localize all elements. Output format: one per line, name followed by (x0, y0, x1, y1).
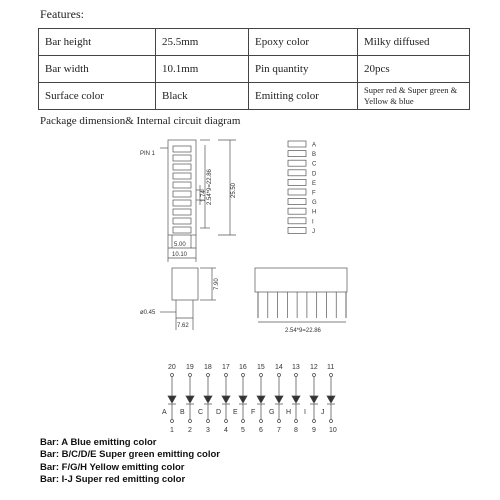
circuit-bottom-pin-label: 2 (188, 427, 192, 434)
front-segment (173, 218, 191, 224)
circuit-letter-label: J (321, 409, 325, 416)
circuit-letter-label: B (180, 409, 185, 416)
circuit-top-pin-label: 19 (186, 364, 194, 371)
circuit-bottom-pin-label: 4 (224, 427, 228, 434)
legend (40, 437, 220, 487)
circuit-bottom-pin-label: 10 (329, 427, 337, 434)
table-cell: Black (156, 83, 249, 110)
bar-outline (288, 227, 306, 233)
dim-bottom-pitch-label: 2.54*9=22.86 (285, 328, 321, 334)
bar-letter-label: A (312, 142, 317, 149)
circuit-pin-bottom-terminal (313, 420, 316, 423)
bar-letter-label: B (312, 152, 317, 159)
table-cell: Bar height (39, 29, 156, 56)
table-cell: Milky diffused (358, 29, 470, 56)
front-segment (173, 146, 191, 152)
dim-segment-width-label: 5.00 (174, 242, 186, 248)
circuit-letter-label: F (251, 409, 256, 416)
led-diode-icon (310, 396, 318, 403)
bar-letter-label: C (312, 161, 317, 168)
diagram-heading: Package dimension& Internal circuit diagram (40, 115, 241, 127)
circuit-pin-top-terminal (313, 374, 316, 377)
circuit-pin-bottom-terminal (171, 420, 174, 423)
dim-segment-label: 1.74 (201, 190, 207, 202)
bar-outline (288, 160, 306, 166)
circuit-letter-label: A (162, 409, 167, 416)
circuit-pin-top-terminal (278, 374, 281, 377)
pin1-label: PIN 1 (140, 151, 156, 157)
legend-item: Bar: A Blue emitting color (40, 437, 157, 448)
front-view-body (168, 140, 196, 235)
circuit-letter-label: C (198, 409, 204, 416)
bar-letter-label: D (312, 171, 317, 178)
led-diode-icon (204, 396, 212, 403)
legend-item: Bar: F/G/H Yellow emitting color (40, 461, 185, 473)
dim-body-width-label: 10.10 (172, 252, 188, 258)
table-cell: 10.1mm (156, 56, 249, 83)
circuit-bottom-pin-label: 6 (259, 427, 263, 434)
legend-item: Bar: I-J Super red emitting color (40, 474, 186, 486)
circuit-pin-top-terminal (171, 374, 174, 377)
circuit-pin-top-terminal (225, 374, 228, 377)
circuit-bottom-pin-label: 7 (277, 427, 281, 434)
led-diode-icon (292, 396, 300, 403)
front-segment (173, 182, 191, 188)
table-cell: Epoxy color (249, 29, 358, 56)
circuit-pin-bottom-terminal (330, 420, 333, 423)
circuit-top-pin-label: 20 (168, 364, 176, 371)
bar-letter-label: G (312, 200, 317, 207)
bar-letter-label: F (312, 190, 316, 197)
circuit-letter-label: G (269, 409, 275, 416)
front-segment (173, 191, 191, 197)
circuit-pin-bottom-terminal (225, 420, 228, 423)
table-cell: Bar width (39, 56, 156, 83)
front-segment (173, 227, 191, 233)
circuit-pin-bottom-terminal (207, 420, 210, 423)
circuit-top-pin-label: 18 (204, 364, 212, 371)
led-diode-icon (186, 396, 194, 403)
circuit-pin-bottom-terminal (242, 420, 245, 423)
dim-pitch-label: 2.54*9=22.86 (207, 169, 213, 205)
led-diode-icon (257, 396, 265, 403)
bar-outline (288, 208, 306, 214)
circuit-pin-bottom-terminal (189, 420, 192, 423)
bar-letter-label: I (312, 219, 314, 226)
bar-letter-label: H (312, 209, 317, 216)
circuit-bottom-pin-label: 5 (241, 427, 245, 434)
led-diode-icon (222, 396, 230, 403)
circuit-pin-top-terminal (295, 374, 298, 377)
circuit-letter-label: E (233, 409, 238, 416)
circuit-pin-top-terminal (242, 374, 245, 377)
bar-outline (288, 151, 306, 157)
led-diode-icon (275, 396, 283, 403)
circuit-pin-bottom-terminal (295, 420, 298, 423)
circuit-letter-label: I (304, 409, 306, 416)
circuit-top-pin-label: 11 (327, 364, 335, 371)
circuit-pin-bottom-terminal (278, 420, 281, 423)
front-segment (173, 164, 191, 170)
dim-height-label: 25.50 (231, 182, 237, 198)
dim-pin-diameter-label: ø0.45 (140, 310, 156, 316)
circuit-pin-bottom-terminal (260, 420, 263, 423)
circuit-top-pin-label: 15 (257, 364, 265, 371)
bar-letter-label: J (312, 228, 315, 235)
table-cell: 20pcs (358, 56, 470, 83)
table-cell: Pin quantity (249, 56, 358, 83)
dim-side-height-label: 7.90 (214, 278, 220, 290)
circuit-top-pin-label: 12 (310, 364, 318, 371)
circuit-pin-top-terminal (207, 374, 210, 377)
circuit-letter-label: H (286, 409, 292, 416)
table-cell: 25.5mm (156, 29, 249, 56)
table-cell: Emitting color (249, 83, 358, 110)
front-segment (173, 209, 191, 215)
circuit-top-pin-label: 14 (275, 364, 283, 371)
front-segment (173, 200, 191, 206)
circuit-bottom-pin-label: 9 (312, 427, 316, 434)
table-cell: Super red & Super green & Yellow & blue (358, 83, 470, 110)
led-diode-icon (327, 396, 335, 403)
bottom-view-body (255, 268, 347, 292)
legend-item: Bar: B/C/D/E Super green emitting color (40, 449, 220, 461)
circuit-letter-label: D (216, 409, 222, 416)
side-view-body (172, 268, 198, 300)
table-cell: Surface color (39, 83, 156, 110)
bar-letter-label: E (312, 180, 317, 187)
circuit-top-pin-label: 17 (222, 364, 230, 371)
circuit-bottom-pin-label: 3 (206, 427, 210, 434)
circuit-bottom-pin-label: 8 (294, 427, 298, 434)
led-diode-icon (239, 396, 247, 403)
circuit-bottom-pin-label: 1 (170, 427, 174, 434)
bar-outline (288, 199, 306, 205)
features-heading: Features: (40, 7, 84, 21)
front-segment (173, 155, 191, 161)
led-diode-icon (168, 396, 176, 403)
bar-outline (288, 218, 306, 224)
circuit-pin-top-terminal (330, 374, 333, 377)
bar-outline (288, 179, 306, 185)
circuit-pin-top-terminal (260, 374, 263, 377)
circuit-pin-top-terminal (189, 374, 192, 377)
front-segment (173, 173, 191, 179)
bar-outline (288, 189, 306, 195)
bar-outline (288, 170, 306, 176)
bar-outline (288, 141, 306, 147)
circuit-top-pin-label: 13 (292, 364, 300, 371)
circuit-top-pin-label: 16 (239, 364, 247, 371)
dim-side-width-label: 7.62 (177, 323, 189, 329)
